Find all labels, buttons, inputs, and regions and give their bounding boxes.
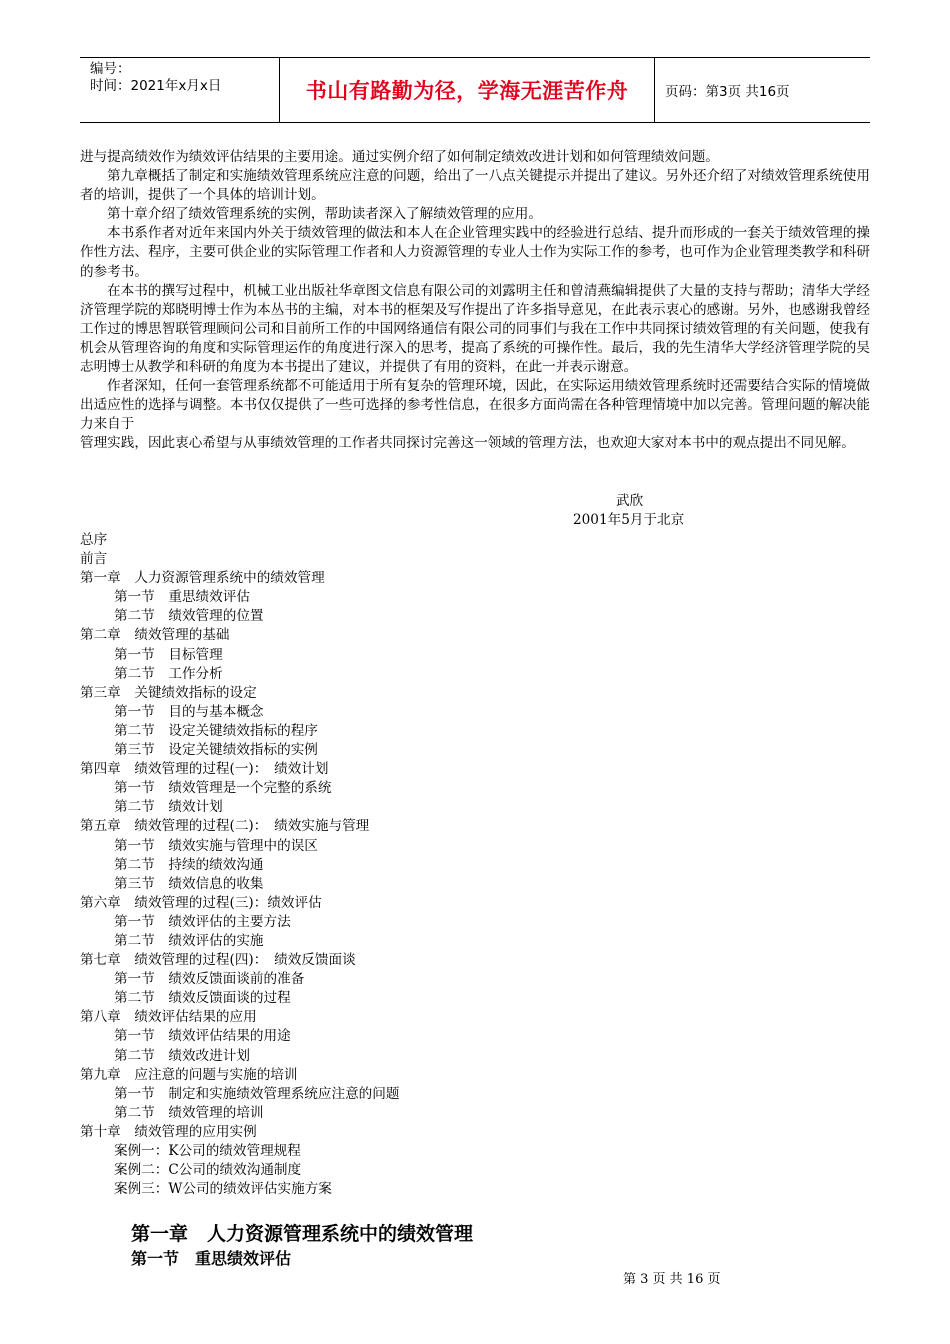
toc-chapter-item: 前言: [80, 551, 108, 568]
toc-section-item: 第一节 制定和实施绩效管理系统应注意的问题: [114, 1085, 400, 1102]
header-date-label: 时间：2021年x月x日: [90, 78, 222, 94]
toc-chapter-item: 第三章 关键绩效指标的设定: [80, 684, 257, 701]
toc-section-item: 第二节 工作分析: [114, 665, 223, 682]
toc-section-item: 第二节 绩效评估的实施: [114, 932, 264, 949]
paragraph: 在本书的撰写过程中，机械工业出版社华章图文信息有限公司的刘露明主任和曾清燕编辑提供了大量的支持与帮助；清华大学经济管理学院的郑晓明博士作为本丛书的主编，对本书的框架及写作提出了许多指导意见，在此表示衷心的感谢。另外，也感谢我曾经工作过的博思智联管理顾问公司和目前所工作的中国网络通信有限公司的同事们与我在工作中共同探讨绩效管理的有关问题，使我有机会从管理咨询的角度和实际管理运作的角度进行深入的思考，提高了系统的可操作性。最后，我的先生清华大学经济管理学院的吴志明博士从教学和科研的角度为本书提出了建议，并提供了有用的资料，在此一并表示谢意。: [80, 282, 870, 376]
preface-body: [80, 148, 870, 454]
header-number-label: 编号：: [90, 61, 131, 77]
toc-section-item: 第二节 绩效计划: [114, 799, 223, 816]
page-footer: 第 3 页 共 16 页: [623, 1272, 721, 1287]
section-heading: 第一节 重思绩效评估: [131, 1249, 292, 1268]
signature: [80, 492, 870, 530]
toc-section-item: 第一节 目标管理: [114, 646, 223, 663]
toc-section-item: 案例三：W公司的绩效评估实施方案: [114, 1181, 332, 1198]
toc-section-item: 第一节 绩效评估结果的用途: [114, 1028, 291, 1045]
toc-section-item: 第一节 绩效评估的主要方法: [114, 913, 291, 930]
toc-section-item: 第二节 绩效管理的培训: [114, 1104, 264, 1121]
toc-chapter-item: 第六章 绩效管理的过程(三)：绩效评估: [80, 894, 322, 911]
toc-chapter-item: 第十章 绩效管理的应用实例: [80, 1123, 257, 1140]
toc-chapter-item: 总序: [80, 532, 108, 548]
header-meta: [80, 58, 280, 122]
paragraph: 本书系作者对近年来国内外关于绩效管理的做法和本人在企业管理实践中的经验进行总结、提升而形成的一套关于绩效管理的操作性方法、程序，主要可供企业的实际管理工作者和人力资源管理的专业人士作为实际工作的参考，也可作为企业管理类教学和科研的参考书。: [80, 225, 870, 280]
toc-section-item: 第二节 持续的绩效沟通: [114, 856, 264, 873]
toc-section-item: 第二节 绩效管理的位置: [114, 608, 264, 625]
paragraph: 管理实践，因此衷心希望与从事绩效管理的工作者共同探讨完善这一领域的管理方法，也欢迎大家对本书中的观点提出不同见解。: [80, 435, 855, 452]
toc-section-item: 第一节 绩效管理是一个完整的系统: [114, 780, 332, 797]
toc-section-item: 案例二：C公司的绩效沟通制度: [114, 1162, 302, 1179]
toc-section-item: 第三节 绩效信息的收集: [114, 875, 264, 892]
paragraph: 进与提高绩效作为绩效评估结果的主要用途。通过实例介绍了如何制定绩效改进计划和如何管理绩效问题。: [80, 149, 719, 165]
table-of-contents: [80, 531, 870, 1199]
toc-section-item: 案例一：K公司的绩效管理规程: [114, 1143, 301, 1159]
toc-chapter-item: 第八章 绩效评估结果的应用: [80, 1009, 257, 1026]
toc-section-item: 第二节 绩效反馈面谈的过程: [114, 990, 291, 1007]
paragraph: 第十章介绍了绩效管理系统的实例，帮助读者深入了解绩效管理的应用。: [107, 206, 542, 223]
toc-chapter-item: 第二章 绩效管理的基础: [80, 627, 230, 644]
signature-date: 2001年5月于北京: [573, 512, 685, 528]
toc-chapter-item: 第五章 绩效管理的过程(二)： 绩效实施与管理: [80, 818, 370, 835]
signature-author: 武欣: [616, 493, 644, 509]
paragraph: 作者深知，任何一套管理系统都不可能适用于所有复杂的管理环境，因此，在实际运用绩效管理系统时还需要结合实际的情境做出适应性的选择与调整。本书仅仅提供了一些可选择的参考性信息，在很多方面尚需在各种管理情境中加以完善。管理问题的解决能力来自于: [80, 378, 870, 433]
page-header: [80, 57, 870, 123]
toc-section-item: 第一节 目的与基本概念: [114, 703, 264, 720]
toc-section-item: 第三节 设定关键绩效指标的实例: [114, 742, 318, 759]
toc-chapter-item: 第一章 人力资源管理系统中的绩效管理: [80, 570, 325, 587]
toc-chapter-item: 第七章 绩效管理的过程(四)： 绩效反馈面谈: [80, 952, 356, 969]
toc-section-item: 第二节 设定关键绩效指标的程序: [114, 722, 318, 739]
toc-section-item: 第一节 绩效实施与管理中的误区: [114, 837, 318, 854]
chapter-heading: 第一章 人力资源管理系统中的绩效管理: [131, 1223, 474, 1245]
header-page-label: 页码：第3页 共16页: [665, 84, 790, 100]
toc-section-item: 第一节 重思绩效评估: [114, 589, 250, 606]
toc-chapter-item: 第九章 应注意的问题与实施的培训: [80, 1066, 298, 1083]
header-motto: 书山有路勤为径，学海无涯苦作舟: [280, 58, 655, 122]
toc-chapter-item: 第四章 绩效管理的过程(一)： 绩效计划: [80, 761, 329, 778]
paragraph: 第九章概括了制定和实施绩效管理系统应注意的问题，给出了一八点关键提示并提出了建议。另外还介绍了对绩效管理系统使用者的培训，提供了一个具体的培训计划。: [80, 168, 870, 204]
toc-section-item: 第二节 绩效改进计划: [114, 1047, 250, 1064]
toc-section-item: 第一节 绩效反馈面谈前的准备: [114, 971, 305, 988]
